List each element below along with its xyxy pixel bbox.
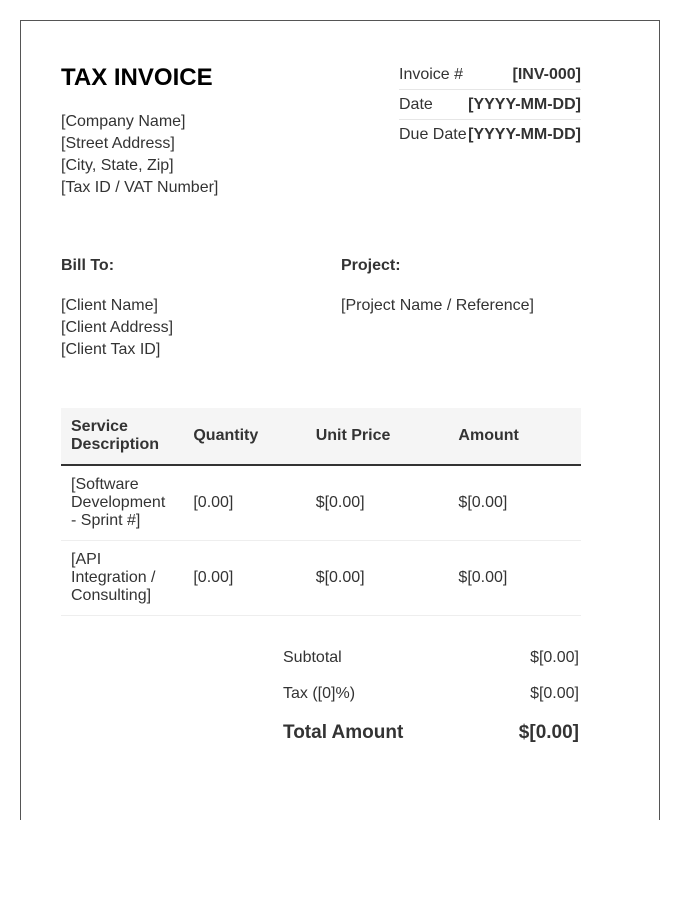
row-quantity: [0.00] xyxy=(183,465,305,541)
client-address: [Client Address] xyxy=(61,319,174,336)
header-service-description: Service Description xyxy=(61,408,183,465)
invoice-title: TAX INVOICE xyxy=(61,64,213,91)
header-quantity: Quantity xyxy=(183,408,305,465)
table-row xyxy=(61,465,581,541)
total-row xyxy=(283,713,579,753)
company-street: [Street Address] xyxy=(61,135,175,152)
table-row xyxy=(61,541,581,616)
row-description: [API Integration / Consulting] xyxy=(61,541,183,616)
row-quantity: [0.00] xyxy=(183,541,305,616)
row-amount: $[0.00] xyxy=(448,465,581,541)
company-tax-id: [Tax ID / VAT Number] xyxy=(61,179,219,196)
subtotal-value: $[0.00] xyxy=(530,649,579,666)
tax-row xyxy=(283,676,579,712)
bill-to-heading: Bill To: xyxy=(61,257,115,274)
row-description: [Software Development - Sprint #] xyxy=(61,465,183,541)
totals-section xyxy=(283,640,579,753)
header-amount: Amount xyxy=(448,408,581,465)
client-name: [Client Name] xyxy=(61,297,158,314)
invoice-number-row xyxy=(399,60,581,89)
invoice-date-label: Date xyxy=(399,96,433,113)
project-heading: Project: xyxy=(341,257,401,274)
company-info xyxy=(61,111,218,199)
invoice-date-row xyxy=(399,89,581,119)
invoice-date-value: [YYYY-MM-DD] xyxy=(468,96,581,113)
total-label: Total Amount xyxy=(283,722,404,743)
bill-to-details xyxy=(61,295,173,361)
row-unit-price: $[0.00] xyxy=(306,465,449,541)
due-date-row xyxy=(399,119,581,149)
table-header-row xyxy=(61,408,581,465)
client-tax-id: [Client Tax ID] xyxy=(61,341,161,358)
invoice-number-label: Invoice # xyxy=(399,66,464,83)
subtotal-row xyxy=(283,640,579,676)
row-unit-price: $[0.00] xyxy=(306,541,449,616)
company-city: [City, State, Zip] xyxy=(61,157,174,174)
tax-label: Tax ([0]%) xyxy=(283,685,356,702)
invoice-meta xyxy=(399,60,581,149)
header-unit-price: Unit Price xyxy=(306,408,449,465)
project-reference: [Project Name / Reference] xyxy=(341,297,534,314)
line-items-table xyxy=(61,408,581,616)
due-date-value: [YYYY-MM-DD] xyxy=(468,126,581,143)
subtotal-label: Subtotal xyxy=(283,649,342,666)
due-date-label: Due Date xyxy=(399,126,467,143)
tax-value: $[0.00] xyxy=(530,685,579,702)
total-value: $[0.00] xyxy=(518,722,579,743)
row-amount: $[0.00] xyxy=(448,541,581,616)
invoice-number-value: [INV-000] xyxy=(512,66,581,83)
company-name: [Company Name] xyxy=(61,113,186,130)
